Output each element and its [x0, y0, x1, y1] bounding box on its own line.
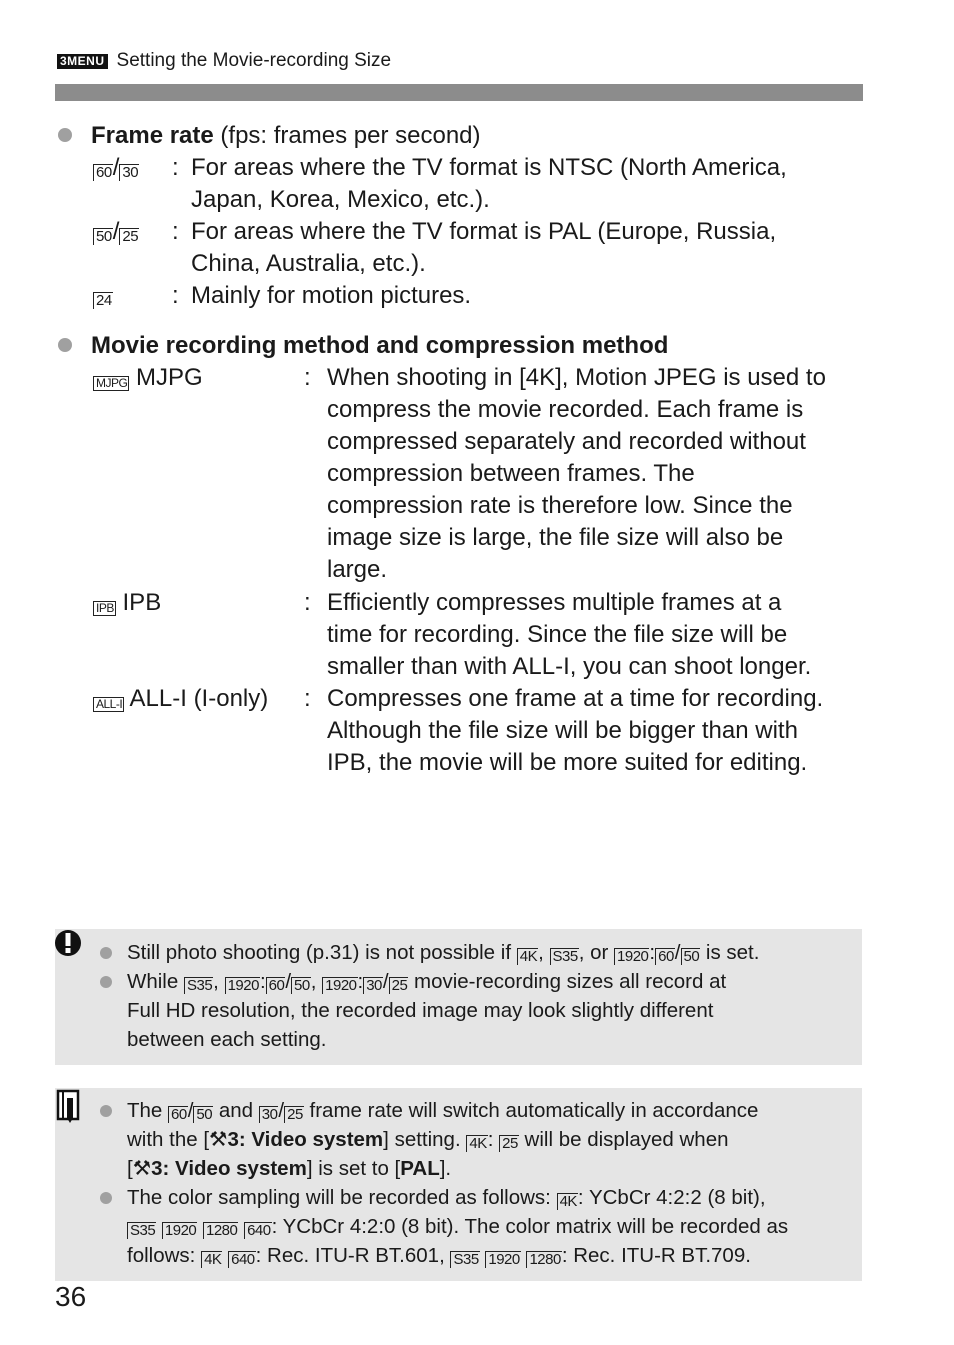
- fps-pal-text: For areas where the TV format is PAL (Europe, Russia, China, Australia, etc.).: [191, 218, 777, 277]
- mjpg-label: MJPG MJPG: [93, 362, 203, 394]
- page-number: 36: [55, 1281, 87, 1312]
- size-1920-icon: 1920: [225, 977, 260, 994]
- colon: :: [304, 589, 311, 616]
- ipb-label: IPB IPB: [93, 587, 161, 619]
- fps-30-icon: 30: [363, 977, 383, 994]
- caution-icon: [55, 929, 89, 963]
- all-i-icon: ALL-I: [93, 697, 124, 712]
- section-title: Setting the Movie-recording Size: [116, 50, 392, 71]
- fps-25-icon: 25: [119, 228, 139, 245]
- bullet-icon: [100, 1192, 112, 1204]
- fps-24-icons: [93, 280, 113, 312]
- size-s35-icon: S35: [550, 948, 579, 965]
- size-4k-icon: 4K: [466, 1135, 487, 1152]
- ipb-icon: IPB: [93, 601, 116, 616]
- menu-tab-icon: 3MENU: [57, 54, 108, 69]
- colon: :: [304, 364, 311, 391]
- memo-box: The 60/ 50 and 30/ 25 frame rate will switch automatically in accordance with the [⚒3: Video system] setting. 4K: 25 will be displayed when [⚒3: Video system] is set to [PAL]. The color sampling will be recorded as follows: 4K: YCbCr 4:2:2 (8 bit), S35 1920 1280 640: YCbCr 4:2:0 (8 bit). The color matrix will be recorded as follows: 4K 640: Rec. ITU-R BT.601, S35 1920 1280: Rec. ITU-R BT.709.: [55, 1088, 862, 1281]
- fps-30-icon: 30: [259, 1106, 279, 1123]
- header-rule: [55, 84, 863, 101]
- fps-60-icon: 60: [655, 948, 675, 965]
- size-4k-icon: 4K: [517, 948, 538, 965]
- fps-ntsc-text: For areas where the TV format is NTSC (North America, Japan, Korea, Mexico, etc.).: [191, 154, 787, 213]
- bullet-icon: [58, 338, 72, 352]
- size-s35-icon: S35: [184, 977, 213, 994]
- size-s35-icon: S35: [127, 1222, 156, 1239]
- fps-25-icon: 25: [499, 1135, 519, 1152]
- ipb-description: Efficiently compresses multiple frames at a time for recording. Since the file size will be smaller than with ALL-I, you can shoot longer.: [327, 589, 812, 680]
- bullet-icon: [100, 1105, 112, 1117]
- caution-box: Still photo shooting (p.31) is not possible if 4K, S35, or 1920: 60/ 50 is set. While S35, 1920: 60/ 50, 1920: 30/ 25 movie-recording sizes all record at Full HD resolution, the recorded image may look slightly different between each setting.: [55, 929, 862, 1065]
- colon: :: [172, 154, 179, 181]
- fps-60-icon: 60: [266, 977, 286, 994]
- size-1920-icon: 1920: [322, 977, 357, 994]
- fps-24-icon: 24: [93, 292, 113, 309]
- fps-ntsc-icons: 60/ 30: [93, 152, 139, 184]
- frame-rate-heading: Frame rate (fps: frames per second): [58, 120, 481, 152]
- mjpg-description: When shooting in [4K], Motion JPEG is used to compress the movie recorded. Each frame is compressed separately and recorded without compression between frames. The compression rate is therefore low. Since the image size is large, the file size will also be large.: [327, 364, 826, 583]
- size-s35-icon: S35: [450, 1251, 479, 1268]
- fps-50-icon: 50: [681, 948, 701, 965]
- colon: :: [172, 282, 179, 309]
- wrench-icon: ⚒: [209, 1128, 228, 1151]
- size-1920-icon: 1920: [485, 1251, 520, 1268]
- fps-50-icon: 50: [291, 977, 311, 994]
- fps-50-icon: 50: [93, 228, 113, 245]
- fps-60-icon: 60: [93, 164, 113, 181]
- fps-24-text: Mainly for motion pictures.: [191, 282, 472, 309]
- alli-label: ALL-I ALL-I (I-only): [93, 683, 268, 715]
- fps-50-icon: 50: [193, 1106, 213, 1123]
- memo-icon: [55, 1088, 85, 1128]
- bullet-icon: [58, 128, 72, 142]
- size-4k-icon: 4K: [557, 1193, 578, 1210]
- size-1920-icon: 1920: [162, 1222, 197, 1239]
- size-640-icon: 640: [244, 1222, 272, 1239]
- mjpg-icon: MJPG: [93, 376, 129, 391]
- size-4k-icon: 4K: [201, 1251, 222, 1268]
- fps-60-icon: 60: [168, 1106, 188, 1123]
- alli-description: Compresses one frame at a time for recording. Although the file size will be bigger than with IPB, the movie will be more suited for editing.: [327, 685, 824, 776]
- bullet-icon: [100, 976, 112, 988]
- fps-25-icon: 25: [389, 977, 409, 994]
- size-1920-icon: 1920: [614, 948, 649, 965]
- colon: :: [172, 218, 179, 245]
- method-heading: Movie recording method and compression method: [58, 330, 668, 362]
- size-1280-icon: 1280: [526, 1251, 561, 1268]
- bullet-icon: [100, 947, 112, 959]
- wrench-icon: ⚒: [132, 1157, 152, 1180]
- colon: :: [304, 685, 311, 712]
- size-1280-icon: 1280: [203, 1222, 238, 1239]
- page-header: [57, 50, 391, 72]
- size-640-icon: 640: [228, 1251, 256, 1268]
- fps-25-icon: 25: [284, 1106, 304, 1123]
- fps-30-icon: 30: [119, 164, 139, 181]
- fps-pal-icons: 50/ 25: [93, 216, 139, 248]
